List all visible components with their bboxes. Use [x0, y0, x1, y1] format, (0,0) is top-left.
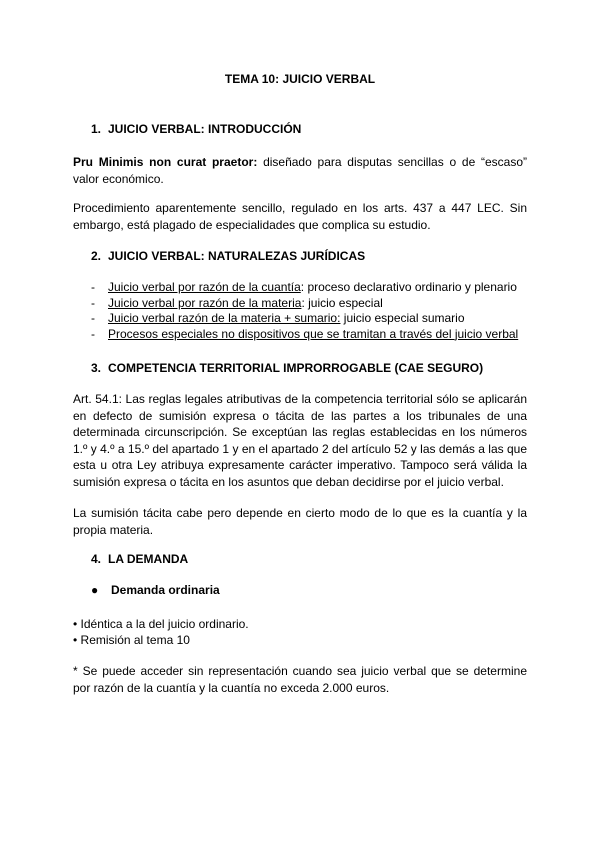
intro-paragraph-2: Procedimiento aparentemente sencillo, regulado en los arts. 437 a 447 LEC. Sin embargo, está plagado de especialidades que complica su estudio.: [73, 201, 527, 232]
section-number: 3.: [91, 361, 102, 375]
competencia-paragraph-1: Art. 54.1: Las reglas legales atributivas de la competencia territorial sólo se aplicarán en defecto de sumisión expresa o tácita de las partes a los tribunales de una determinada circunscripción. Se exceptúan las reglas establecidas en los números 1.º y 4.º a 15.º del apartado 1 y en el apartado 2 del artículo 52 y las demás a las que esta u otra Ley atribuya expresamente carácter imperativo. Tampoco será válida la sumisión expresa o tácita en los asuntos que deban decidirse por el juicio verbal.: [73, 392, 527, 489]
bullet-icon: ●: [91, 583, 99, 597]
list-item: • Idéntica a la del juicio ordinario.: [73, 617, 249, 631]
list-item-text: : juicio especial: [301, 295, 383, 310]
demanda-subheading-label: Demanda ordinaria: [111, 583, 220, 597]
section-label: LA DEMANDA: [108, 552, 189, 566]
list-item-underlined: Juicio verbal por razón de la cuantía: [108, 280, 301, 294]
intro-bold-lead: Pru Minimis non curat praetor:: [73, 155, 258, 169]
list-item-underlined: Juicio verbal razón de la materia + sumario:: [108, 311, 341, 325]
list-item-underlined: Juicio verbal por razón de la materia: [108, 295, 302, 310]
section-label: COMPETENCIA TERRITORIAL IMPRORROGABLE (CAE SEGURO): [108, 361, 484, 375]
section-label: JUICIO VERBAL: INTRODUCCIÓN: [108, 122, 302, 136]
section-heading-4: [91, 552, 188, 566]
section-heading-1: [91, 122, 301, 136]
document-title: TEMA 10: JUICIO VERBAL: [224, 72, 376, 86]
section-number: 4.: [91, 552, 102, 566]
intro-paragraph-1-text: diseñado para disputas sencillas o de “escaso” valor económico.: [73, 155, 527, 186]
list-item: - Juicio verbal por razón de la cuantía: proceso declarativo ordinario y plenario: [91, 280, 517, 294]
list-item-text: juicio especial sumario: [340, 311, 465, 325]
intro-paragraph-1: [73, 154, 527, 187]
section-heading-2: [91, 249, 365, 263]
list-item-text: : proceso declarativo ordinario y plenario: [300, 280, 517, 294]
list-item-underlined: Procesos especiales no dispositivos que se tramitan a través del juicio verbal: [108, 326, 519, 341]
naturalezas-list: [91, 280, 531, 342]
list-item: - Procesos especiales no dispositivos que se tramitan a través del juicio verbal: [91, 326, 519, 341]
list-item: • Remisión al tema 10: [73, 633, 190, 647]
section-number: 1.: [91, 122, 102, 136]
section-number: 2.: [91, 249, 102, 263]
demanda-note: * Se puede acceder sin representación cuando sea juicio verbal que se determine por razón de la cuantía y la cuantía no exceda 2.000 euros.: [73, 664, 527, 695]
section-heading-3: [91, 361, 483, 375]
competencia-paragraph-2: La sumisión tácita cabe pero depende en cierto modo de lo que es la cuantía y la propia materia.: [73, 506, 527, 537]
list-item: - Juicio verbal por razón de la materia: juicio especial: [91, 295, 383, 310]
demanda-items: [73, 616, 249, 648]
demanda-subheading: [91, 583, 220, 597]
section-label: JUICIO VERBAL: NATURALEZAS JURÍDICAS: [108, 249, 366, 263]
list-item: - Juicio verbal razón de la materia + sumario: juicio especial sumario: [91, 311, 465, 325]
